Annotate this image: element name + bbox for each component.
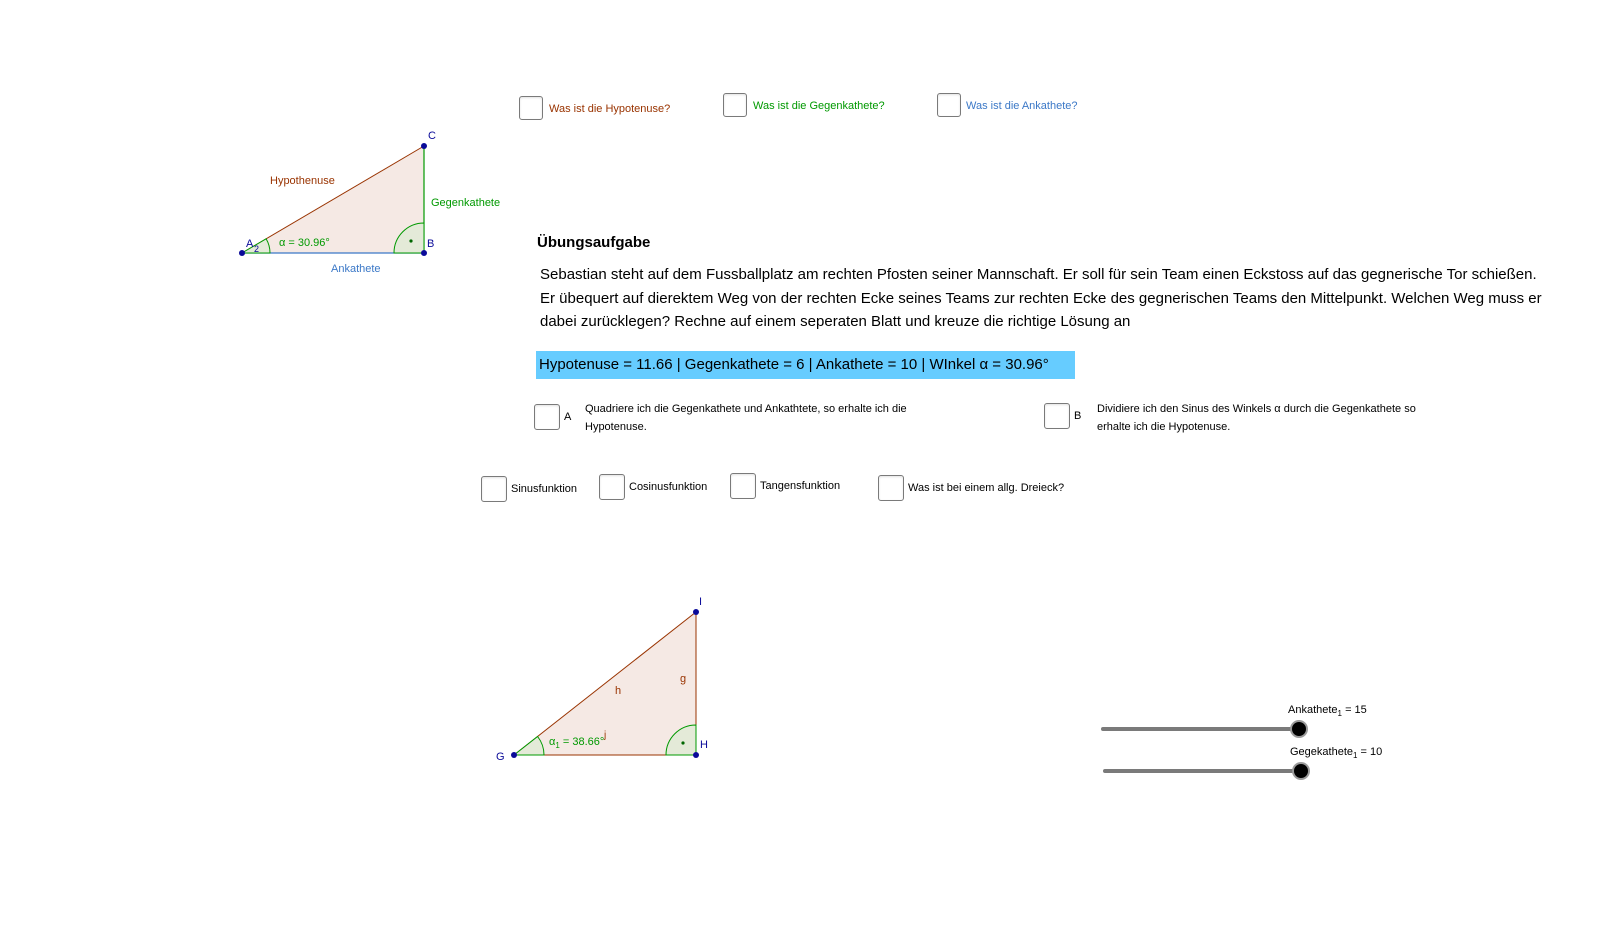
angle-alpha1-sub: 1 <box>555 741 560 751</box>
side-h-label: h <box>615 685 622 697</box>
side-g-label: g <box>680 673 687 685</box>
exercise-text: Sebastian steht auf dem Fussballplatz am rechten Pfosten seiner Mannschaft. Er soll für sein Team einen Eckstoss auf das gegnerische Tor schießen. Er übequert auf dierektem Weg von der rechten Ecke seines Teams zur rechten Ecke des gegnerischen Teams den Mittelpunkt. Welchen Weg muss er dabei zurücklegen? Rechne auf einem seperaten Blatt und kreuze die richtige Lösung an <box>540 266 1542 330</box>
angle-alpha1-arc <box>514 737 544 756</box>
gegenkathete-slider-name: Gegekathete <box>1290 746 1353 758</box>
tangens-checkbox[interactable] <box>730 473 756 499</box>
angle-index-label: 2 <box>254 244 260 254</box>
point-h[interactable] <box>693 752 699 758</box>
option-a-letter: A <box>564 411 572 423</box>
gegenkathete-slider-value: = 10 <box>1360 746 1383 758</box>
general-triangle-checkbox[interactable] <box>878 475 904 501</box>
hypotenuse-label: Hypothenuse <box>270 175 335 187</box>
ankathete-slider-knob[interactable] <box>1290 720 1308 738</box>
point-b-label: B <box>427 238 435 250</box>
answer-bar: Hypotenuse = 11.66 | Gegenkathete = 6 | Ankathete = 10 | WInkel α = 30.96° <box>536 351 1075 379</box>
option-a-text: Quadriere ich die Gegenkathete und Ankathtete, so erhalte ich die Hypotenuse. <box>585 403 907 433</box>
ankathete-slider-sub: 1 <box>1337 709 1342 719</box>
point-g[interactable] <box>511 752 517 758</box>
point-g-label: G <box>496 751 505 763</box>
cosinus-checkbox-label[interactable]: Cosinusfunktion <box>629 481 708 493</box>
angle-alpha1-value: = 38.66° <box>562 736 605 748</box>
tangens-checkbox-label[interactable]: Tangensfunktion <box>760 480 841 492</box>
gegenkathete-slider-sub: 1 <box>1353 751 1358 761</box>
cosinus-checkbox[interactable] <box>599 474 625 500</box>
angle-alpha1-label <box>549 736 604 750</box>
gegenkathete-label: Gegenkathete <box>431 197 501 209</box>
option-b-checkbox[interactable] <box>1044 403 1070 429</box>
point-h-label: H <box>700 739 708 751</box>
ankathete-slider-name: Ankathete <box>1288 704 1338 716</box>
gegenkathete-slider-label <box>1290 746 1382 760</box>
exercise-title: Übungsaufgabe <box>537 234 651 251</box>
hypotenuse-checkbox-label[interactable]: Was ist die Hypotenuse? <box>549 103 671 115</box>
gegenkathete-slider-track[interactable] <box>1103 769 1301 773</box>
ankathete-checkbox-label[interactable]: Was ist die Ankathete? <box>966 100 1078 112</box>
side-j-label: j <box>604 730 607 741</box>
sinus-checkbox-label[interactable]: Sinusfunktion <box>511 483 578 495</box>
right-angle-h-dot <box>681 741 684 744</box>
ankathete-slider-value: = 15 <box>1345 704 1367 716</box>
general-triangle-checkbox-label[interactable]: Was ist bei einem allg. Dreieck? <box>908 482 1065 494</box>
point-c[interactable] <box>421 143 427 149</box>
right-angle-b-dot <box>409 239 412 242</box>
option-b-letter: B <box>1074 410 1082 422</box>
triangle-abc <box>239 143 427 256</box>
point-a[interactable] <box>239 250 245 256</box>
point-i[interactable] <box>693 609 699 615</box>
option-a-checkbox[interactable] <box>534 404 560 430</box>
option-b-text: Dividiere ich den Sinus des Winkels α durch die Gegenkathete so erhalte ich die Hypotenuse. <box>1097 403 1416 433</box>
point-c-label: C <box>428 130 436 142</box>
gegenkathete-checkbox-label[interactable]: Was ist die Gegenkathete? <box>753 100 885 112</box>
ankathete-slider-track[interactable] <box>1101 727 1299 731</box>
angle-alpha-label: α = 30.96° <box>279 237 330 249</box>
angle-alpha1-symbol: α <box>549 736 556 748</box>
gegenkathete-slider-knob[interactable] <box>1292 762 1310 780</box>
point-a-label: A <box>246 238 254 250</box>
ankathete-label: Ankathete <box>331 263 381 275</box>
point-i-label: I <box>699 596 703 608</box>
sinus-checkbox[interactable] <box>481 476 507 502</box>
ankathete-slider-label <box>1288 704 1367 718</box>
point-b[interactable] <box>421 250 427 256</box>
